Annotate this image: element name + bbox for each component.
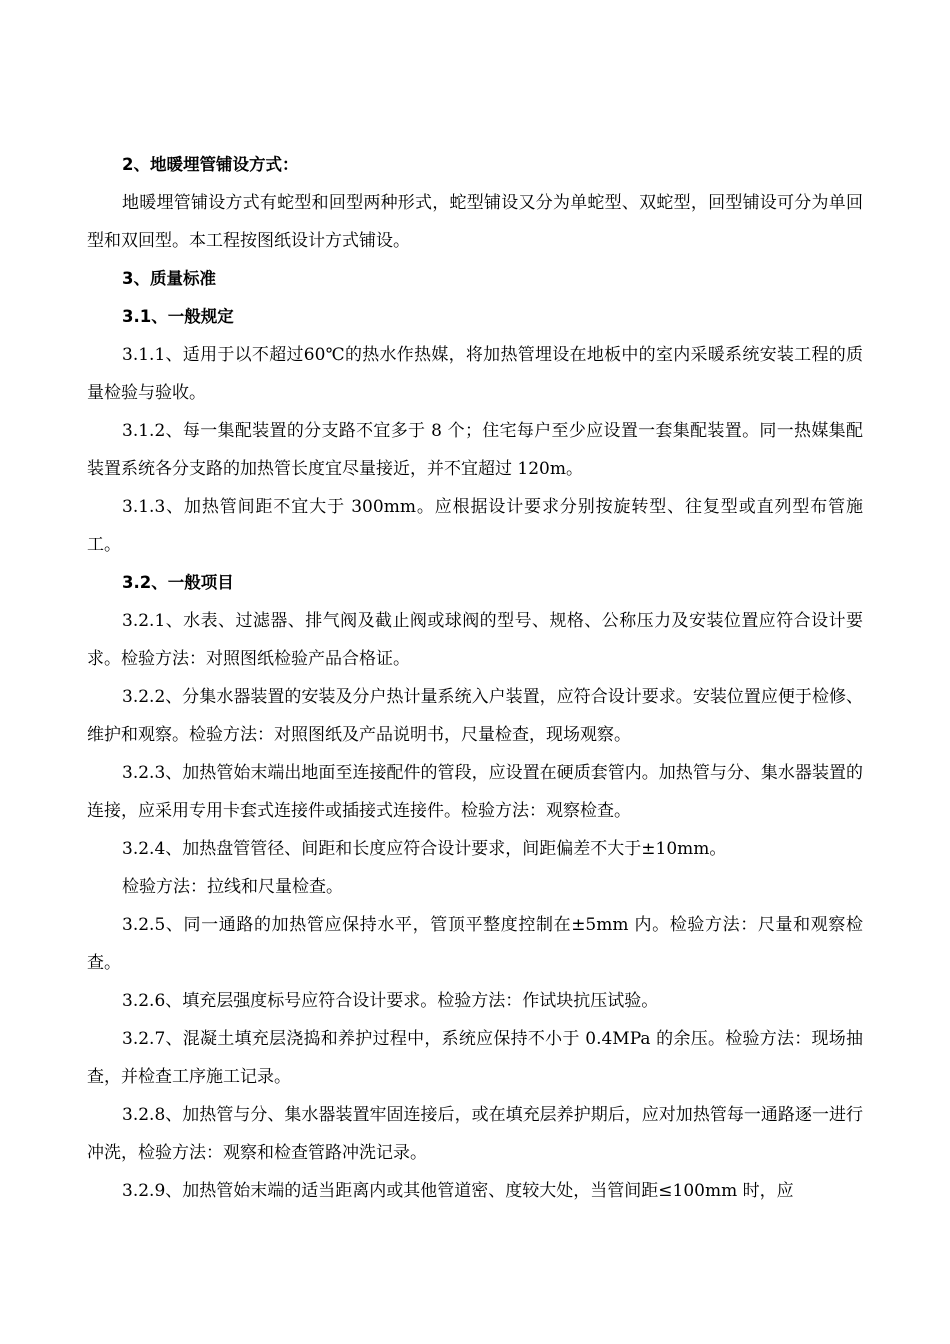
paragraph-3-1-2: 3.1.2、每一集配装置的分支路不宜多于 8 个；住宅每户至少应设置一套集配装置。同一热媒集配装置系统各分支路的加热管长度宜尽量接近，并不宜超过 120m。 bbox=[87, 421, 863, 479]
paragraph-3-2-4-method: 检验方法：拉线和尺量检查。 bbox=[122, 877, 343, 897]
document-page bbox=[87, 146, 863, 1210]
subsection-heading-general-items: 3.2、一般项目 bbox=[122, 573, 234, 592]
paragraph-3-1-1: 3.1.1、适用于以不超过60℃的热水作热媒，将加热管埋设在地板中的室内采暖系统安装工程的质量检验与验收。 bbox=[87, 345, 863, 403]
paragraph-3-2-3: 3.2.3、加热管始末端出地面至连接配件的管段，应设置在硬质套管内。加热管与分、集水器装置的连接，应采用专用卡套式连接件或插接式连接件。检验方法：观察检查。 bbox=[87, 763, 863, 821]
paragraph-3-2-8: 3.2.8、加热管与分、集水器装置牢固连接后，或在填充层养护期后，应对加热管每一通路逐一进行冲洗，检验方法：观察和检查管路冲洗记录。 bbox=[87, 1105, 863, 1163]
paragraph-3-2-7: 3.2.7、混凝土填充层浇捣和养护过程中，系统应保持不小于 0.4MPa 的余压。检验方法：现场抽查，并检查工序施工记录。 bbox=[87, 1029, 863, 1087]
paragraph-3-2-9: 3.2.9、加热管始末端的适当距离内或其他管道密、度较大处，当管间距≤100mm 时，应 bbox=[122, 1181, 794, 1201]
paragraph-3-2-1: 3.2.1、水表、过滤器、排气阀及截止阀或球阀的型号、规格、公称压力及安装位置应符合设计要求。检验方法：对照图纸检验产品合格证。 bbox=[87, 611, 863, 669]
subsection-heading-general-rules: 3.1、一般规定 bbox=[122, 307, 234, 326]
paragraph-3-2-5: 3.2.5、同一通路的加热管应保持水平，管顶平整度控制在±5mm 内。检验方法：尺量和观察检查。 bbox=[87, 915, 863, 973]
paragraph-3-2-2: 3.2.2、分集水器装置的安装及分户热计量系统入户装置，应符合设计要求。安装位置应便于检修、维护和观察。检验方法：对照图纸及产品说明书，尺量检查，现场观察。 bbox=[87, 687, 863, 745]
paragraph-3-2-4: 3.2.4、加热盘管管径、间距和长度应符合设计要求，间距偏差不大于±10mm。 bbox=[122, 839, 727, 859]
paragraph-layout-methods: 地暖埋管铺设方式有蛇型和回型两种形式，蛇型铺设又分为单蛇型、双蛇型，回型铺设可分为单回型和双回型。本工程按图纸设计方式铺设。 bbox=[87, 193, 863, 251]
paragraph-3-2-6: 3.2.6、填充层强度标号应符合设计要求。检验方法：作试块抗压试验。 bbox=[122, 991, 659, 1011]
section-heading-floor-heating-layout: 2、地暖埋管铺设方式： bbox=[122, 155, 299, 174]
section-heading-quality-standard: 3、质量标准 bbox=[122, 269, 216, 288]
paragraph-3-1-3: 3.1.3、加热管间距不宜大于 300mm。应根据设计要求分别按旋转型、往复型或直列型布管施工。 bbox=[87, 497, 863, 555]
